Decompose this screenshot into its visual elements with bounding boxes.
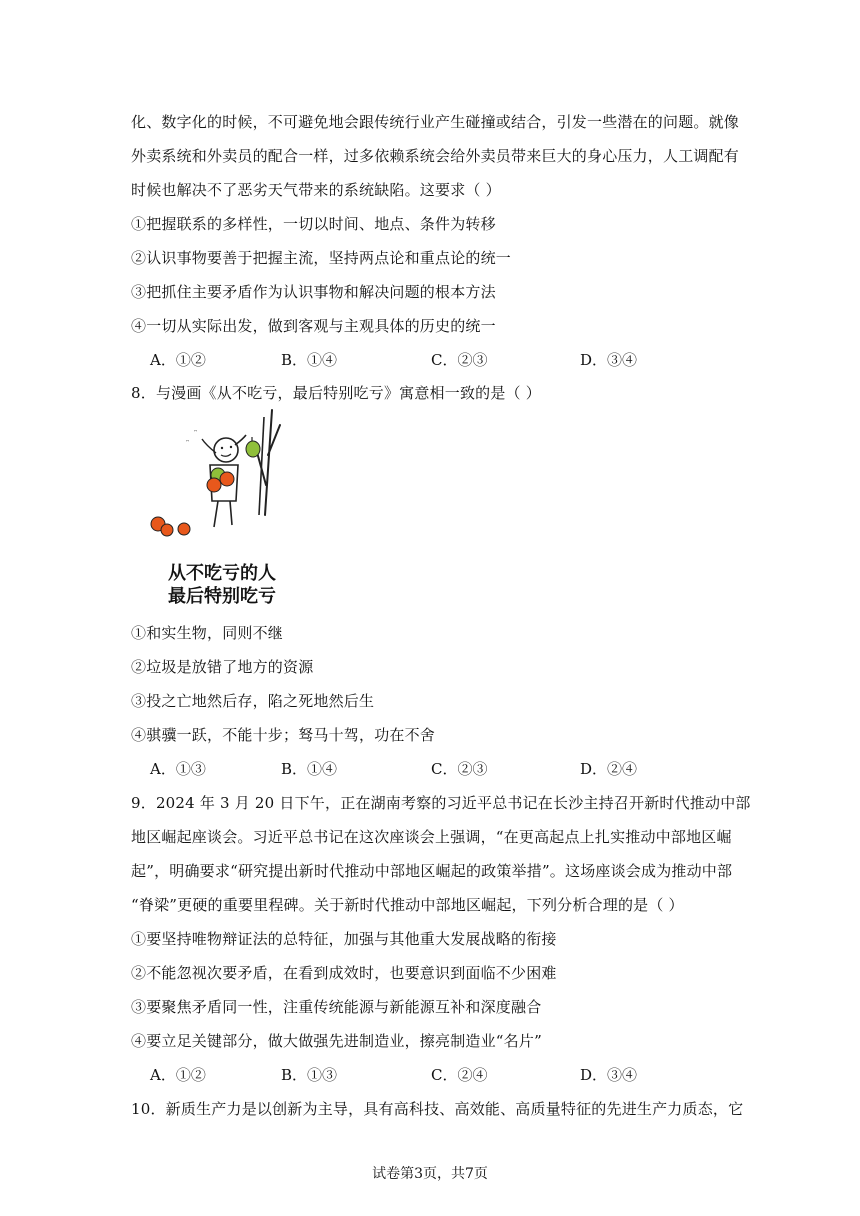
- q7-option-b[interactable]: B．①④: [281, 351, 338, 369]
- q8-item-4: ④骐骥一跃，不能十步；驽马十驾，功在不舍: [131, 726, 436, 744]
- svg-text:ᵔ: ᵔ: [186, 438, 190, 447]
- q9-item-1: ①要坚持唯物辩证法的总特征，加强与其他重大发展战略的衔接: [131, 930, 557, 948]
- page-footer: 试卷第3页，共7页: [372, 1166, 488, 1182]
- cartoon-caption-line-2: 最后特别吃亏: [168, 586, 276, 607]
- q8-option-a[interactable]: A．①③: [150, 760, 206, 778]
- q7-stem-line-3: 时候也解决不了恶劣天气带来的系统缺陷。这要求（ ）: [131, 181, 501, 199]
- q7-item-3: ③把抓住主要矛盾作为认识事物和解决问题的根本方法: [131, 283, 496, 301]
- q7-item-1: ①把握联系的多样性，一切以时间、地点、条件为转移: [131, 215, 496, 233]
- q8-option-b[interactable]: B．①④: [281, 760, 338, 778]
- person-head-icon: [214, 438, 238, 462]
- q9-option-c[interactable]: C．②④: [431, 1066, 488, 1084]
- q7-stem-line-1: 化、数字化的时候，不可避免地会跟传统行业产生碰撞或结合，引发一些潜在的问题。就像: [131, 113, 740, 131]
- q8-options: [150, 758, 750, 780]
- q9-stem-line-4: “脊梁”更硬的重要里程碑。关于新时代推动中部地区崛起，下列分析合理的是（ ）: [131, 896, 684, 914]
- q9-options: [150, 1064, 750, 1086]
- q9-option-d[interactable]: D．③④: [580, 1066, 638, 1084]
- q8-stem: 8．与漫画《从不吃亏，最后特别吃亏》寓意相一致的是（ ）: [131, 384, 541, 402]
- q8-option-c[interactable]: C．②③: [431, 760, 488, 778]
- q10-stem-line-1: 10．新质生产力是以创新为主导，具有高科技、高效能、高质量特征的先进生产力质态，它: [131, 1100, 744, 1118]
- q7-option-c[interactable]: C．②③: [431, 351, 488, 369]
- q7-item-2: ②认识事物要善于把握主流，坚持两点论和重点论的统一: [131, 249, 512, 267]
- q9-stem-line-3: 起”，明确要求“研究提出新时代推动中部地区崛起的政策举措”。这场座谈会成为推动中部: [131, 862, 733, 880]
- q7-item-4: ④一切从实际出发，做到客观与主观具体的历史的统一: [131, 317, 496, 335]
- q8-item-1: ①和实生物，同则不继: [131, 624, 284, 642]
- cartoon-caption-line-1: 从不吃亏的人: [168, 563, 276, 584]
- tree-fruit-icon: [246, 441, 260, 457]
- q9-item-3: ③要聚焦矛盾同一性，注重传统能源与新能源互补和深度融合: [131, 998, 542, 1016]
- q9-option-a[interactable]: A．①②: [150, 1066, 206, 1084]
- q7-option-d[interactable]: D．③④: [580, 351, 638, 369]
- q8-option-d[interactable]: D．②④: [580, 760, 638, 778]
- q9-item-2: ②不能忽视次要矛盾，在看到成效时，也要意识到面临不少困难: [131, 964, 557, 982]
- q9-stem-line-1: 9．2024 年 3 月 20 日下午，正在湖南考察的习近平总书记在长沙主持召开新时代推动中部: [131, 794, 751, 812]
- q8-item-3: ③投之亡地然后存，陷之死地然后生: [131, 692, 375, 710]
- q7-stem-line-2: 外卖系统和外卖员的配合一样，过多依赖系统会给外卖员带来巨大的身心压力，人工调配有: [131, 147, 740, 165]
- q9-option-b[interactable]: B．①③: [281, 1066, 338, 1084]
- cartoon-image: [140, 405, 300, 615]
- q7-options: [150, 349, 750, 371]
- q8-item-2: ②垃圾是放错了地方的资源: [131, 658, 314, 676]
- q7-option-a[interactable]: A．①②: [150, 351, 206, 369]
- q9-item-4: ④要立足关键部分，做大做强先进制造业，擦亮制造业“名片”: [131, 1032, 542, 1050]
- q9-stem-line-2: 地区崛起座谈会。习近平总书记在这次座谈会上强调，“在更高起点上扎实推动中部地区崛: [131, 828, 732, 846]
- svg-text:ᵔ: ᵔ: [194, 428, 198, 437]
